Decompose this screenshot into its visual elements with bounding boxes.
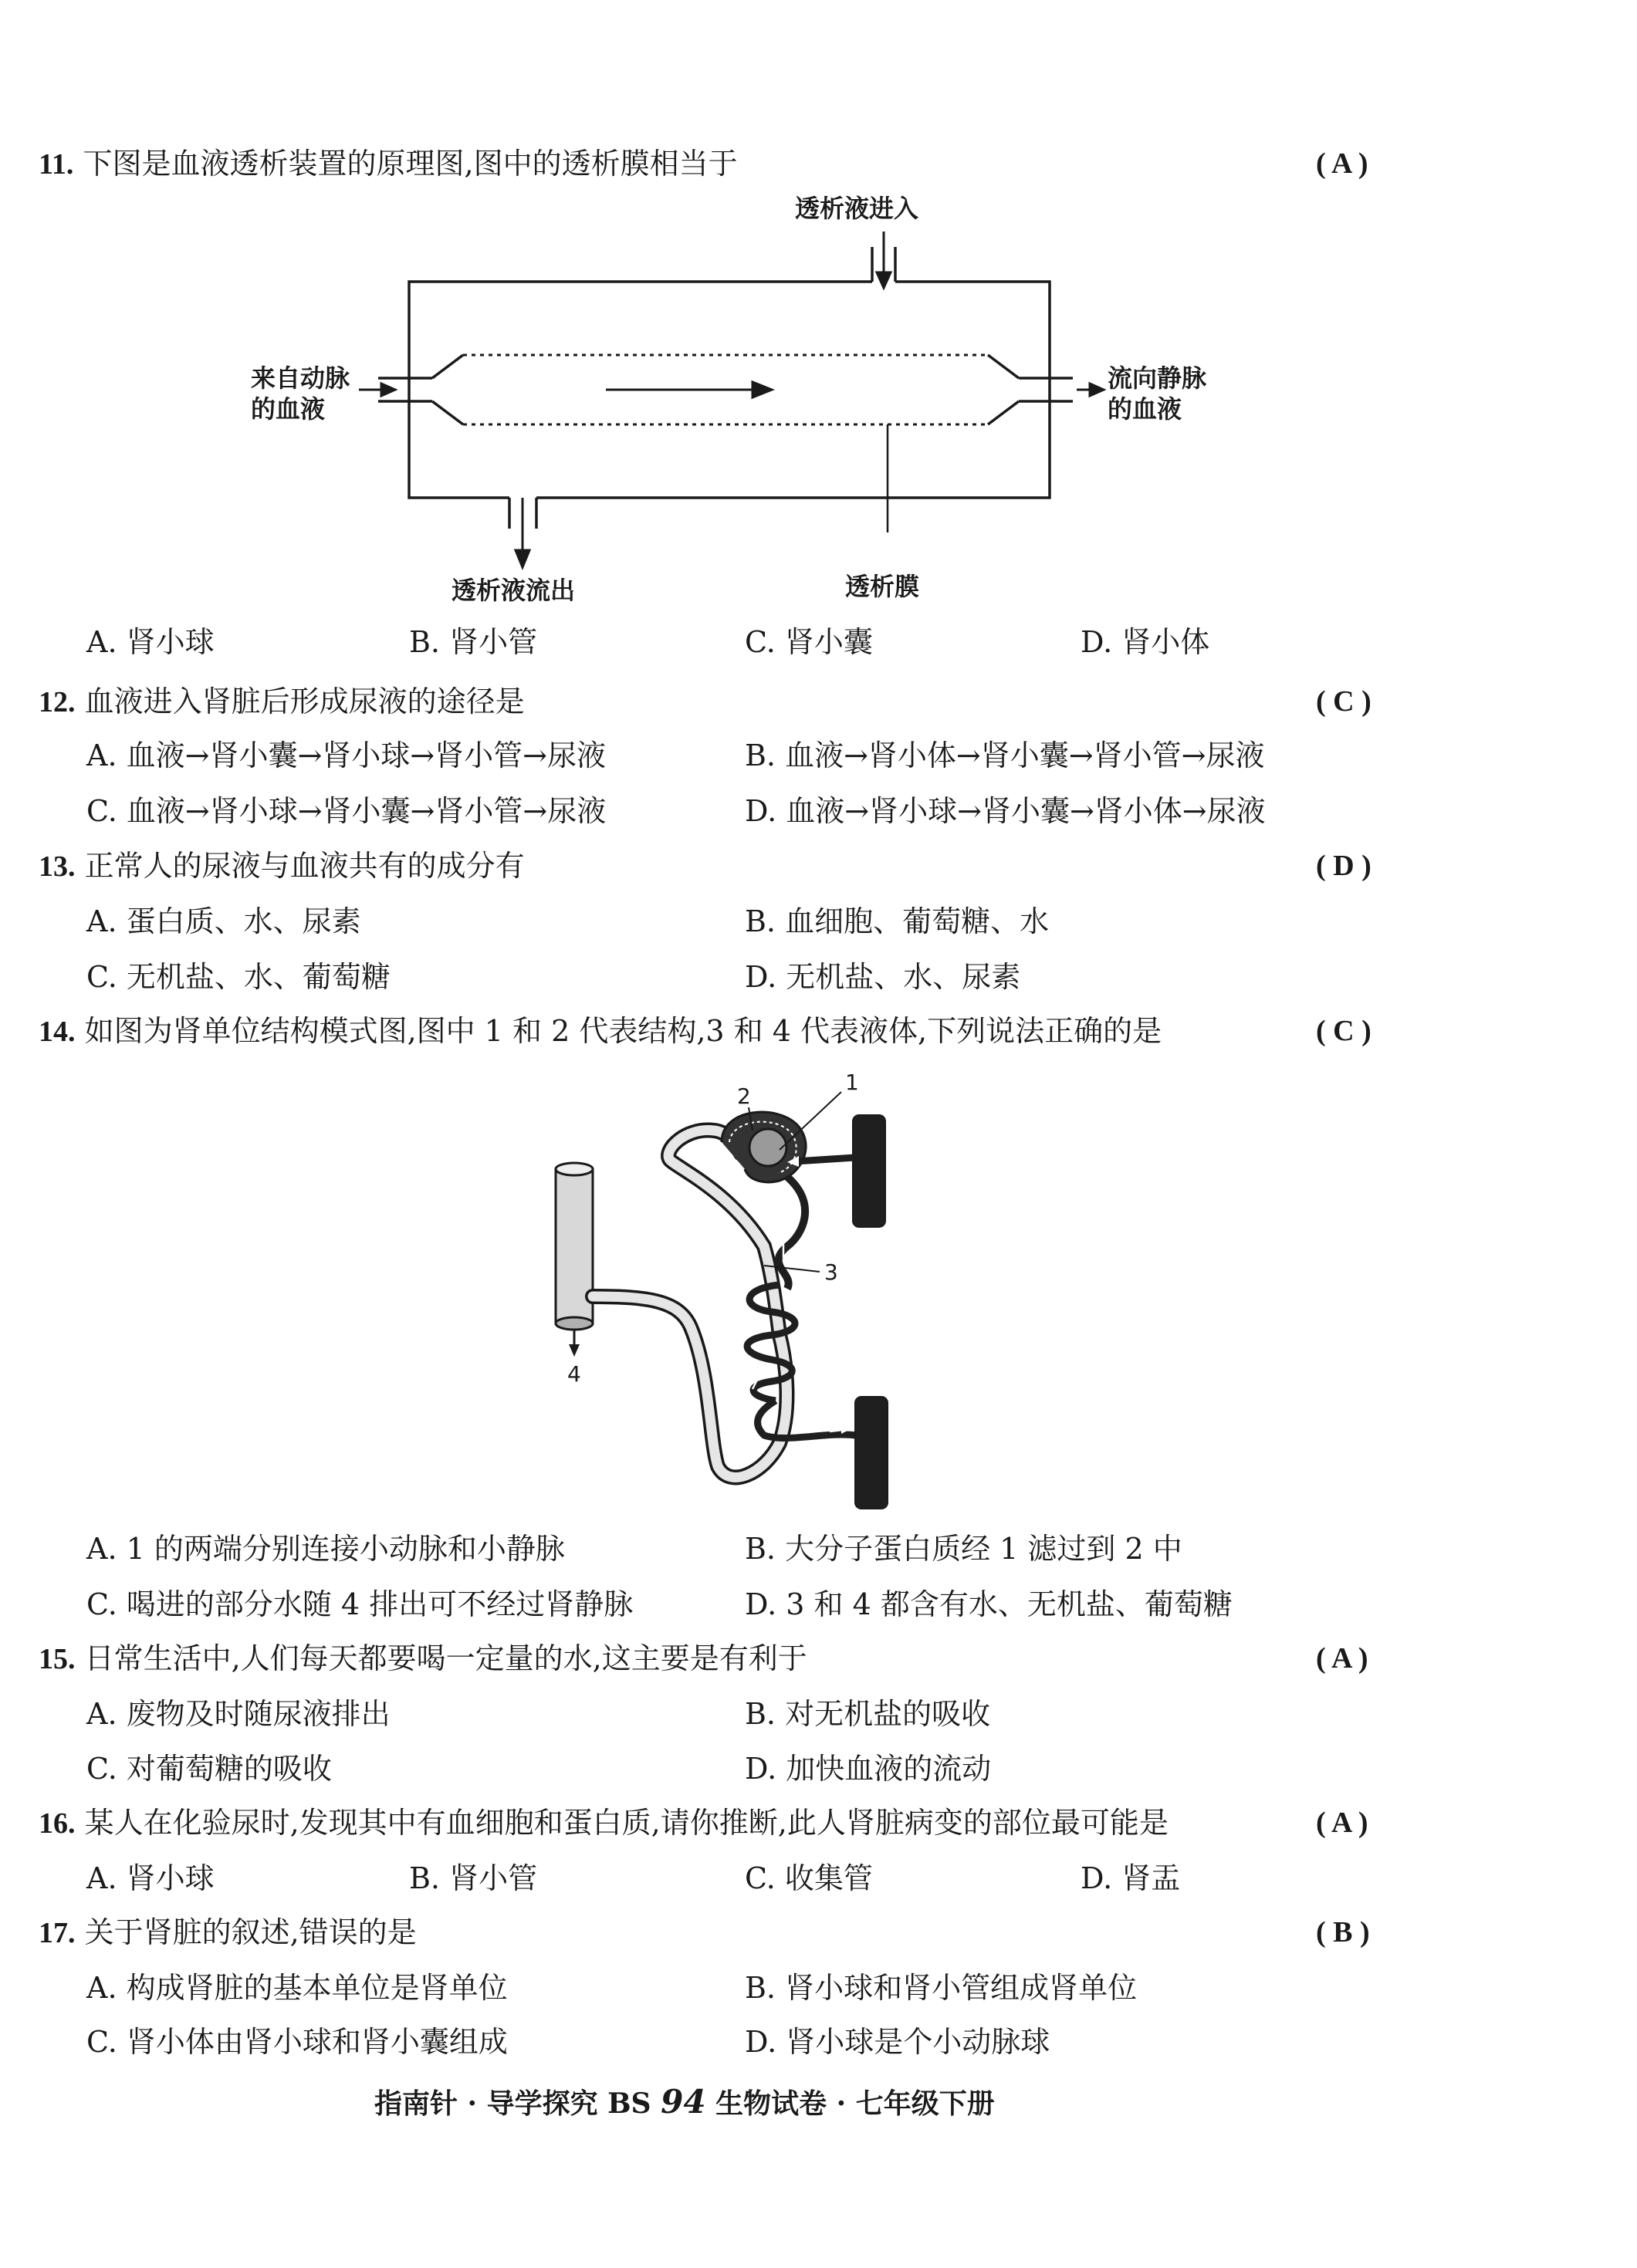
question-number: 15. (39, 1643, 76, 1675)
option-c: C. 肾小囊 (745, 625, 873, 659)
question-16-stem (39, 1804, 1169, 1842)
option-d: D. 无机盐、水、尿素 (745, 960, 1021, 994)
question-text: 关于肾脏的叙述,错误的是 (84, 1915, 417, 1949)
footer-series: 指南针 · 导学探究 BS (374, 2087, 651, 2120)
option-a: A. 血液→肾小囊→肾小球→肾小管→尿液 (86, 739, 606, 772)
option-b: B. 肾小球和肾小管组成肾单位 (745, 1971, 1138, 2005)
option-b: B. 肾小管 (409, 625, 538, 659)
option-a: A. 肾小球 (86, 1861, 215, 1895)
option-a: A. 1 的两端分别连接小动脉和小静脉 (86, 1532, 565, 1566)
option-b: B. 肾小管 (409, 1861, 538, 1895)
option-a: A. 构成肾脏的基本单位是肾单位 (86, 1971, 508, 2005)
question-11-stem (39, 145, 738, 183)
option-d: D. 加快血液的流动 (745, 1752, 992, 1786)
question-11-answer: ( A ) (1316, 147, 1368, 180)
option-b: B. 对无机盐的吸收 (745, 1697, 991, 1731)
question-14-stem (39, 1012, 1162, 1050)
option-d: D. 肾小体 (1081, 625, 1210, 659)
efferent-arteriole (779, 1177, 805, 1289)
lower-blood-vessel (830, 1397, 888, 1509)
arterial-blood-label-line1: 来自动脉 (251, 363, 350, 393)
option-c: C. 收集管 (745, 1861, 873, 1895)
question-number: 13. (39, 850, 76, 883)
nephron-diagram (533, 1073, 949, 1520)
question-text: 正常人的尿液与血液共有的成分有 (84, 849, 525, 883)
question-13-answer: ( D ) (1316, 850, 1371, 882)
question-number: 12. (39, 686, 76, 718)
footer-subject: 生物试卷 · 七年级下册 (715, 2087, 995, 2120)
question-12-answer: ( C ) (1316, 685, 1371, 718)
question-text: 某人在化验尿时,发现其中有血细胞和蛋白质,请你推断,此人肾脏病变的部位最可能是 (84, 1806, 1169, 1840)
question-text: 血液进入肾脏后形成尿液的途径是 (84, 684, 525, 718)
nephron-label-3: 3 (824, 1259, 838, 1285)
option-d: D. 3 和 4 都含有水、无机盐、葡萄糖 (745, 1587, 1233, 1621)
question-15-answer: ( A ) (1316, 1642, 1368, 1675)
question-16-answer: ( A ) (1316, 1807, 1368, 1839)
page-number: 94 (661, 2083, 706, 2121)
question-17-stem (39, 1914, 417, 1952)
arterial-blood-label-line2: 的血液 (251, 394, 326, 424)
page-footer (374, 2084, 995, 2122)
option-d: D. 肾小球是个小动脉球 (745, 2025, 1050, 2059)
option-c: C. 对葡萄糖的吸收 (86, 1752, 332, 1786)
option-c: C. 喝进的部分水随 4 排出可不经过肾静脉 (86, 1587, 634, 1621)
option-b: B. 大分子蛋白质经 1 滤过到 2 中 (745, 1532, 1182, 1566)
venous-blood-label-line2: 的血液 (1108, 394, 1182, 424)
nephron-label-2: 2 (737, 1083, 751, 1109)
question-14-answer: ( C ) (1316, 1015, 1371, 1047)
option-a: A. 废物及时随尿液排出 (86, 1697, 391, 1731)
option-c: C. 肾小体由肾小球和肾小囊组成 (86, 2025, 508, 2059)
dialysate-outlet-label: 透析液流出 (452, 576, 576, 605)
peritubular-capillary (747, 1285, 857, 1438)
venous-blood-label-line1: 流向静脉 (1108, 363, 1207, 393)
option-c: C. 无机盐、水、葡萄糖 (86, 960, 391, 994)
option-d: D. 肾盂 (1081, 1861, 1181, 1895)
question-text: 如图为肾单位结构模式图,图中 1 和 2 代表结构,3 和 4 代表液体,下列说法正确的是 (84, 1014, 1162, 1048)
option-b: B. 血液→肾小体→肾小囊→肾小管→尿液 (745, 739, 1265, 772)
dialysate-inlet-label: 透析液进入 (795, 194, 919, 223)
question-number: 16. (39, 1807, 76, 1840)
question-15-stem (39, 1640, 807, 1678)
question-text: 日常生活中,人们每天都要喝一定量的水,这主要是有利于 (84, 1641, 807, 1675)
membrane-label: 透析膜 (845, 572, 920, 601)
question-text: 下图是血液透析装置的原理图,图中的透析膜相当于 (83, 147, 738, 181)
option-c: C. 血液→肾小球→肾小囊→肾小管→尿液 (86, 794, 607, 828)
question-13-stem (39, 847, 525, 885)
option-a: A. 肾小球 (86, 625, 215, 659)
nephron-label-1: 1 (845, 1073, 859, 1095)
question-number: 14. (39, 1016, 76, 1048)
option-d: D. 血液→肾小球→肾小囊→肾小体→尿液 (745, 794, 1266, 828)
option-b: B. 血细胞、葡萄糖、水 (745, 904, 1050, 938)
question-number: 17. (39, 1917, 76, 1949)
nephron-label-4: 4 (567, 1361, 581, 1387)
question-17-answer: ( B ) (1316, 1916, 1370, 1949)
collecting-duct (556, 1163, 593, 1357)
question-number: 11. (39, 148, 74, 181)
question-12-stem (39, 683, 525, 721)
option-a: A. 蛋白质、水、尿素 (86, 904, 361, 938)
